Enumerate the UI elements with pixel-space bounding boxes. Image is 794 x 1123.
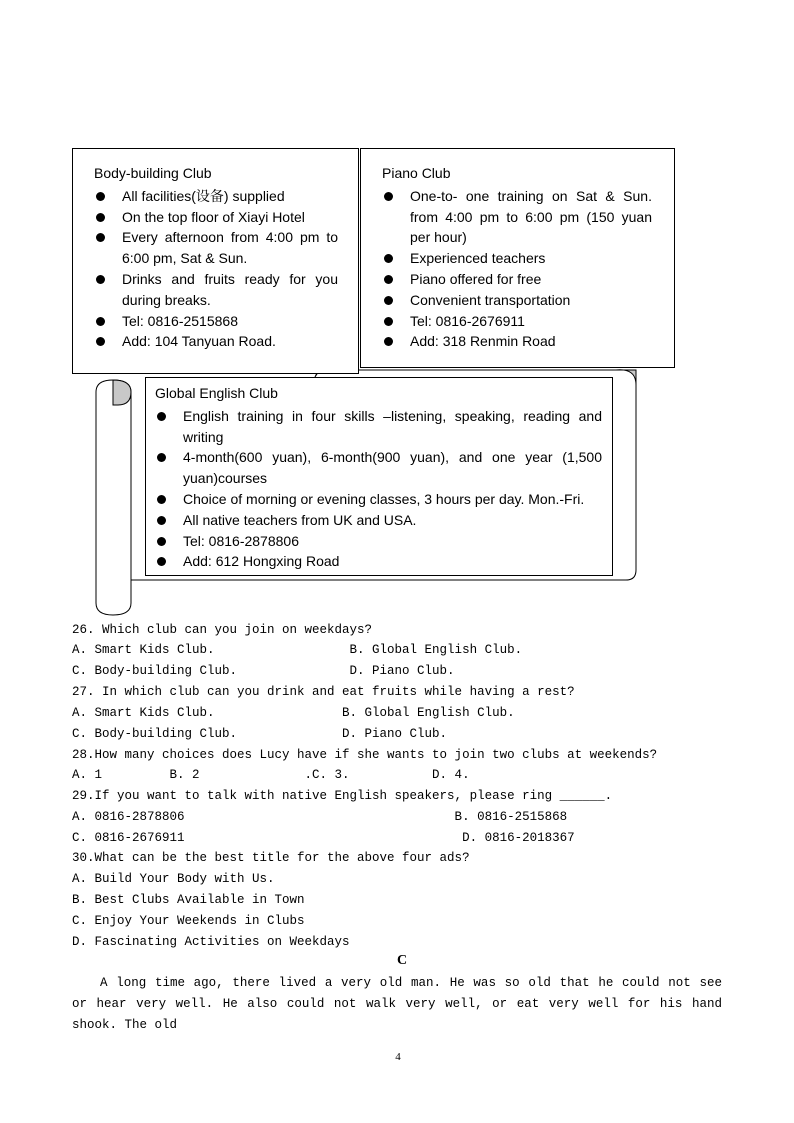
- question-26-options-ab: A. Smart Kids Club. B. Global English Club.: [72, 643, 523, 657]
- bullet-icon: [157, 495, 166, 504]
- list-item: On the top floor of Xiayi Hotel: [94, 207, 338, 228]
- passage-paragraph: A long time ago, there lived a very old man. He was so old that he could not see or hear very well. He also could not walk very well, or eat very well for his hand shook. The old: [72, 976, 722, 1032]
- list-item: Tel: 0816-2515868: [94, 311, 338, 332]
- bullet-icon: [96, 233, 105, 242]
- bullet-icon: [384, 317, 393, 326]
- bullet-icon: [96, 275, 105, 284]
- question-30-option-a: A. Build Your Body with Us.: [72, 872, 275, 886]
- ad-list: [382, 186, 652, 352]
- ad-list: [155, 406, 602, 572]
- question-26-options-cd: C. Body-building Club. D. Piano Club.: [72, 664, 455, 678]
- list-item: Convenient transportation: [382, 290, 652, 311]
- question-30-option-b: B. Best Clubs Available in Town: [72, 893, 305, 907]
- question-27: 27. In which club can you drink and eat fruits while having a rest?: [72, 685, 575, 699]
- bullet-icon: [384, 296, 393, 305]
- list-item: Choice of morning or evening classes, 3 hours per day. Mon.-Fri.: [155, 489, 602, 510]
- ad-list: [94, 186, 338, 352]
- bullet-icon: [157, 537, 166, 546]
- list-item: Add: 612 Hongxing Road: [155, 551, 602, 572]
- ad-global-english-club: [145, 377, 613, 576]
- ad-title: Body-building Club: [94, 165, 212, 181]
- list-item: Add: 104 Tanyuan Road.: [94, 331, 338, 352]
- list-item: All facilities(设备) supplied: [94, 186, 338, 207]
- bullet-icon: [384, 275, 393, 284]
- question-30: 30.What can be the best title for the above four ads?: [72, 851, 470, 865]
- bullet-icon: [384, 337, 393, 346]
- question-28-options: A. 1 B. 2 .C. 3. D. 4.: [72, 768, 470, 782]
- bullet-icon: [96, 213, 105, 222]
- question-27-options-ab: A. Smart Kids Club. B. Global English Club.: [72, 706, 515, 720]
- list-item: Tel: 0816-2676911: [382, 311, 652, 332]
- bullet-icon: [157, 557, 166, 566]
- list-item: Add: 318 Renmin Road: [382, 331, 652, 352]
- list-item: Every afternoon from 4:00 pm to 6:00 pm, Sat & Sun.: [94, 227, 338, 269]
- list-item: Experienced teachers: [382, 248, 652, 269]
- question-29-options-cd: C. 0816-2676911 D. 0816-2018367: [72, 831, 575, 845]
- ad-piano-club: [360, 148, 675, 368]
- ad-body-building-club: [72, 148, 359, 374]
- list-item: Tel: 0816-2878806: [155, 531, 602, 552]
- page-number: 4: [395, 1051, 401, 1063]
- list-item: English training in four skills –listening, speaking, reading and writing: [155, 406, 602, 448]
- ad-title: Piano Club: [382, 165, 451, 181]
- bullet-icon: [384, 192, 393, 201]
- question-28: 28.How many choices does Lucy have if she wants to join two clubs at weekends?: [72, 748, 658, 762]
- bullet-icon: [384, 254, 393, 263]
- ad-title: Global English Club: [155, 385, 278, 401]
- list-item: All native teachers from UK and USA.: [155, 510, 602, 531]
- bullet-icon: [96, 192, 105, 201]
- question-29-options-ab: A. 0816-2878806 B. 0816-2515868: [72, 810, 568, 824]
- bullet-icon: [157, 412, 166, 421]
- list-item: Piano offered for free: [382, 269, 652, 290]
- bullet-icon: [157, 453, 166, 462]
- section-heading: C: [397, 953, 408, 968]
- question-29: 29.If you want to talk with native English speakers, please ring ______.: [72, 789, 613, 803]
- question-30-option-d: D. Fascinating Activities on Weekdays: [72, 935, 350, 949]
- question-26: 26. Which club can you join on weekdays?: [72, 623, 373, 637]
- list-item: One-to- one training on Sat & Sun. from 4:00 pm to 6:00 pm (150 yuan per hour): [382, 186, 652, 248]
- question-27-options-cd: C. Body-building Club. D. Piano Club.: [72, 727, 448, 741]
- list-item: 4-month(600 yuan), 6-month(900 yuan), and one year (1,500 yuan)courses: [155, 447, 602, 489]
- list-item: Drinks and fruits ready for you during breaks.: [94, 269, 338, 311]
- question-30-option-c: C. Enjoy Your Weekends in Clubs: [72, 914, 305, 928]
- bullet-icon: [96, 337, 105, 346]
- bullet-icon: [157, 516, 166, 525]
- bullet-icon: [96, 317, 105, 326]
